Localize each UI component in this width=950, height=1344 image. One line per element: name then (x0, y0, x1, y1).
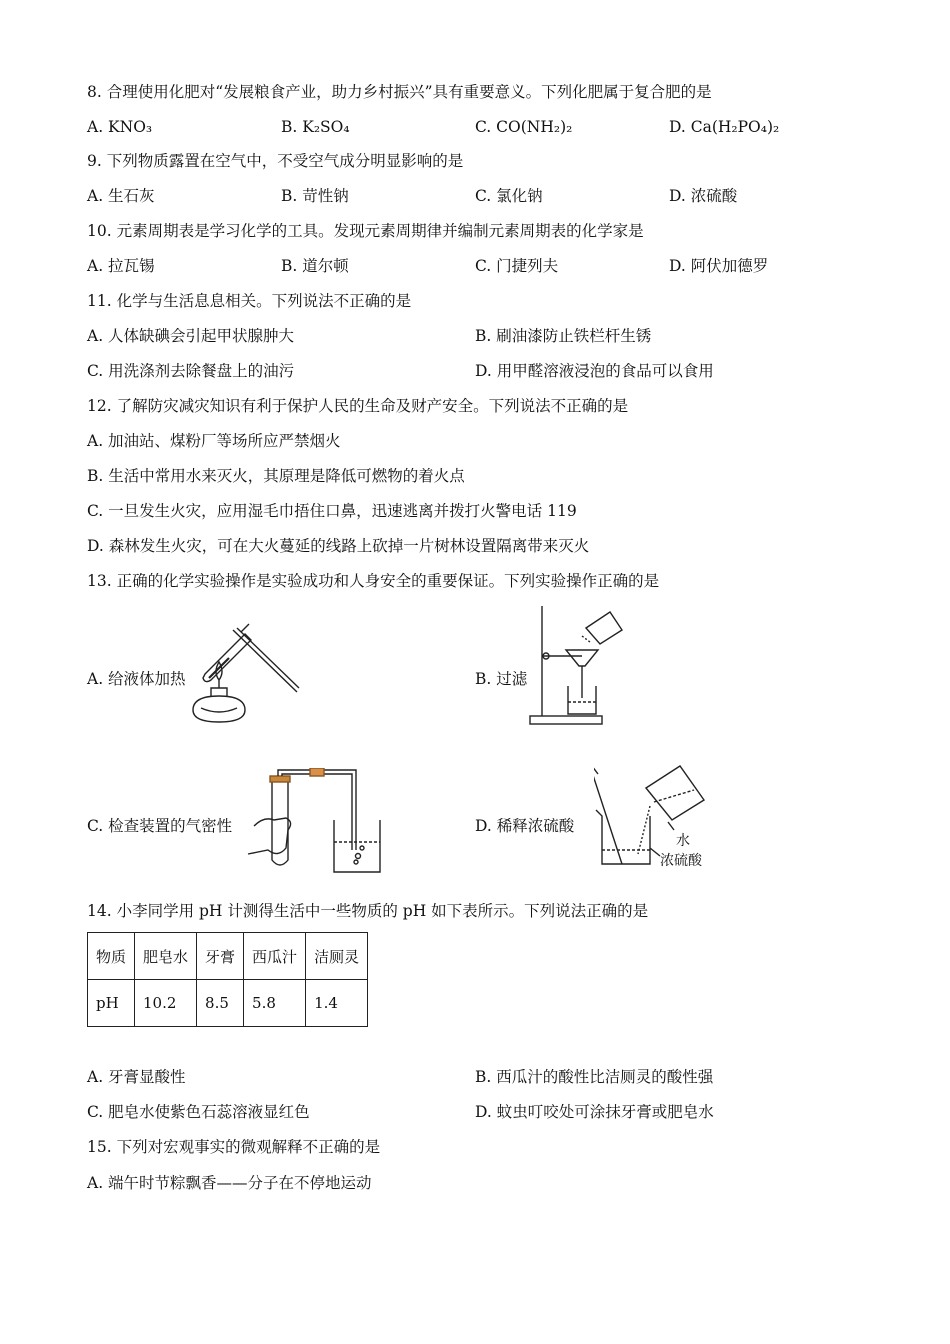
q13-option-b: B. 过滤 (475, 670, 528, 688)
table-cell: 物质 (88, 933, 135, 980)
ph-table (87, 932, 368, 1027)
table-cell: 5.8 (244, 980, 306, 1027)
q11-stem: 11. 化学与生活息息相关。下列说法不正确的是 (87, 292, 412, 310)
q14-option-d: D. 蚊虫叮咬处可涂抹牙膏或肥皂水 (475, 1103, 714, 1121)
q9-option-d: D. 浓硫酸 (669, 187, 738, 205)
q14-option-a: A. 牙膏显酸性 (87, 1068, 186, 1086)
q9-option-c: C. 氯化钠 (475, 187, 543, 205)
q11-option-d: D. 用甲醛溶液浸泡的食品可以食用 (475, 362, 714, 380)
table-cell: 1.4 (306, 980, 368, 1027)
q15-option-a: A. 端午时节粽飘香——分子在不停地运动 (87, 1174, 372, 1192)
acid-label: 浓硫酸 (660, 853, 702, 869)
q8-option-a: A. KNO₃ (87, 118, 153, 136)
q11-option-c: C. 用洗涤剂去除餐盘上的油污 (87, 362, 295, 380)
q14-option-b: B. 西瓜汁的酸性比洁厕灵的酸性强 (475, 1068, 714, 1086)
table-cell: 西瓜汁 (244, 933, 306, 980)
q11-option-a: A. 人体缺碘会引起甲状腺肿大 (87, 327, 295, 345)
heating-liquid-figure (185, 622, 305, 728)
q8-option-d: D. Ca(H₂PO₄)₂ (669, 118, 780, 136)
q8-option-c: C. CO(NH₂)₂ (475, 118, 573, 136)
q9-stem: 9. 下列物质露置在空气中，不受空气成分明显影响的是 (87, 152, 464, 170)
q10-option-c: C. 门捷列夫 (475, 257, 559, 275)
q9-option-b: B. 苛性钠 (281, 187, 349, 205)
q13-option-a: A. 给液体加热 (87, 670, 186, 688)
q14-stem: 14. 小李同学用 pH 计测得生活中一些物质的 pH 如下表所示。下列说法正确的是 (87, 902, 649, 920)
q11-option-b: B. 刷油漆防止铁栏杆生锈 (475, 327, 652, 345)
q9-option-a: A. 生石灰 (87, 187, 155, 205)
table-row (88, 980, 368, 1027)
q12-option-b: B. 生活中常用水来灭火，其原理是降低可燃物的着火点 (87, 467, 465, 485)
q13-option-c: C. 检查装置的气密性 (87, 817, 233, 835)
table-header-row (88, 933, 368, 980)
table-cell: pH (88, 980, 135, 1027)
q10-stem: 10. 元素周期表是学习化学的工具。发现元素周期律并编制元素周期表的化学家是 (87, 222, 644, 240)
q10-option-d: D. 阿伏加德罗 (669, 257, 769, 275)
table-cell: 10.2 (135, 980, 197, 1027)
q8-option-b: B. K₂SO₄ (281, 118, 350, 136)
water-label: 水 (676, 833, 690, 849)
q12-option-d: D. 森林发生火灾，可在大火蔓延的线路上砍掉一片树林设置隔离带来灭火 (87, 537, 590, 555)
q8-stem: 8. 合理使用化肥对“发展粮食产业，助力乡村振兴”具有重要意义。下列化肥属于复合肥的是 (87, 83, 712, 101)
q12-stem: 12. 了解防灾减灾知识有利于保护人民的生命及财产安全。下列说法不正确的是 (87, 397, 629, 415)
q13-stem: 13. 正确的化学实验操作是实验成功和人身安全的重要保证。下列实验操作正确的是 (87, 572, 660, 590)
q12-option-a: A. 加油站、煤粉厂等场所应严禁烟火 (87, 432, 341, 450)
q13-option-d: D. 稀释浓硫酸 (475, 817, 575, 835)
airtightness-check-figure (240, 768, 390, 876)
q15-stem: 15. 下列对宏观事实的微观解释不正确的是 (87, 1138, 381, 1156)
table-cell: 牙膏 (197, 933, 244, 980)
q10-option-b: B. 道尔顿 (281, 257, 349, 275)
table-cell: 8.5 (197, 980, 244, 1027)
table-cell: 洁厕灵 (306, 933, 368, 980)
q14-option-c: C. 肥皂水使紫色石蕊溶液显红色 (87, 1103, 310, 1121)
q10-option-a: A. 拉瓦锡 (87, 257, 155, 275)
table-cell: 肥皂水 (135, 933, 197, 980)
q12-option-c: C. 一旦发生火灾，应用湿毛巾捂住口鼻，迅速逃离并拨打火警电话 119 (87, 502, 577, 520)
filtration-figure (510, 604, 630, 728)
